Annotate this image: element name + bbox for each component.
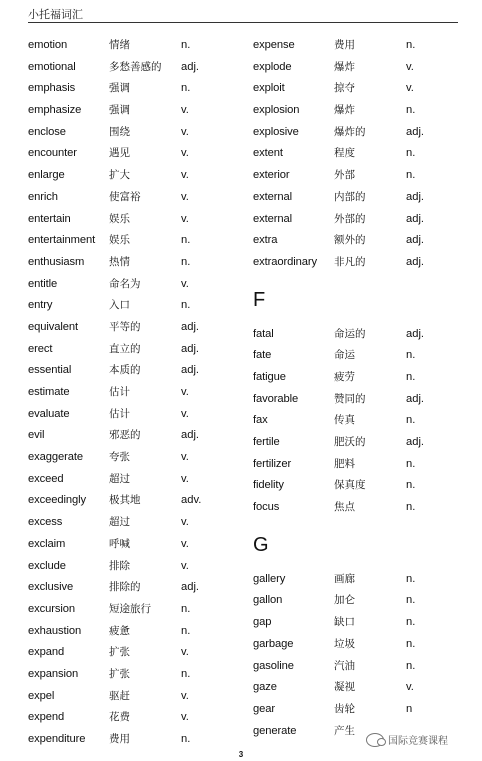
vocab-entry [253,78,473,100]
entry-word: gallon [253,594,283,607]
entry-part-of-speech: adj. [181,60,200,73]
entry-meaning: 扩大 [109,169,130,182]
entry-word: exploit [253,82,285,95]
entry-word: fate [253,349,272,362]
entry-part-of-speech: n. [181,39,191,51]
entry-word: gallery [253,572,286,585]
entry-meaning: 垃圾 [334,637,355,650]
vocab-entry [253,612,473,634]
entry-part-of-speech: n. [181,255,191,268]
entry-part-of-speech: n [406,702,413,715]
vocab-entry [28,599,248,621]
vocab-entry [28,339,248,361]
vocab-entry [28,35,248,57]
entry-word: enlarge [28,169,65,182]
vocab-entry [28,122,248,144]
entry-part-of-speech: adj. [406,255,425,268]
entry-word: favorable [253,392,299,405]
entry-meaning: 传真 [334,414,355,427]
vocab-entry [253,57,473,79]
entry-meaning: 画廊 [334,572,355,585]
vocab-entry [253,345,473,367]
entry-part-of-speech: n. [406,457,416,470]
entry-meaning: 焦点 [334,501,355,514]
vocab-entry [28,425,248,447]
entry-part-of-speech: n. [181,82,191,95]
entry-word: expenditure [28,733,86,745]
entry-part-of-speech: v. [406,60,414,73]
vocab-entry [28,274,248,296]
entry-meaning: 强调 [109,104,130,117]
vocab-entry [253,252,473,274]
right-column [253,35,473,742]
section-heading-f: F [253,288,266,311]
entry-word: excess [28,516,63,529]
e-entries-continued [253,35,473,274]
f-entries [253,324,473,519]
entry-part-of-speech: n. [181,602,191,615]
entry-word: emphasis [28,82,76,95]
entry-meaning: 热情 [109,255,130,268]
entry-part-of-speech: adj. [181,581,200,594]
entry-word: emotional [28,60,76,73]
vocab-entry [28,404,248,426]
entry-meaning: 凝视 [334,681,355,694]
entry-word: gaze [253,681,277,694]
vocab-entry [253,590,473,612]
vocab-entry [253,677,473,699]
vocab-entry [28,621,248,643]
vocab-entry [253,187,473,209]
entry-word: entertainment [28,234,96,247]
entry-word: gap [253,616,272,629]
entry-meaning: 入口 [109,299,130,312]
entry-part-of-speech: n. [406,501,416,514]
entry-word: emphasize [28,104,82,117]
entry-part-of-speech: n. [406,39,416,51]
entry-part-of-speech: v. [181,711,189,724]
vocab-entry [253,634,473,656]
entry-part-of-speech: n. [406,147,416,160]
entry-part-of-speech: n. [181,733,191,745]
entry-part-of-speech: n. [406,349,416,362]
entry-meaning: 产生 [334,724,355,737]
entry-word: external [253,212,293,225]
vocab-entry [28,556,248,578]
entry-meaning: 超过 [109,472,130,485]
entry-part-of-speech: v. [181,516,189,529]
entry-meaning: 娱乐 [109,234,130,247]
entry-meaning: 遇见 [109,147,130,160]
entry-part-of-speech: n. [406,414,416,427]
vocab-entry [253,497,473,519]
entry-meaning: 外部 [334,169,355,182]
entry-part-of-speech: v. [181,190,189,203]
entry-part-of-speech: n. [406,637,416,650]
entry-part-of-speech: adj. [406,190,425,203]
vocab-entry [28,469,248,491]
entry-meaning: 缺口 [334,616,355,629]
entry-meaning: 强调 [109,82,130,95]
entry-word: fatal [253,327,274,340]
vocab-entry [28,317,248,339]
entry-meaning: 直立的 [109,342,141,355]
entry-part-of-speech: adj. [181,429,200,442]
entry-meaning: 驱赶 [109,689,130,702]
entry-part-of-speech: adj. [406,212,425,225]
vocab-entry [28,143,248,165]
vocab-entry [253,35,473,57]
entry-part-of-speech: v. [181,689,189,702]
entry-meaning: 掠夺 [334,82,355,95]
entry-part-of-speech: v. [181,125,189,138]
entry-part-of-speech: v. [181,169,189,182]
vocab-entry [28,230,248,252]
entry-part-of-speech: adj. [181,320,200,333]
watermark [366,732,448,747]
vocab-entry [28,534,248,556]
vocab-entry [28,490,248,512]
section-heading-g: G [253,533,269,556]
entry-part-of-speech: adj. [181,364,200,377]
entry-meaning: 赞同的 [334,392,366,405]
entry-part-of-speech: n. [406,572,416,585]
entry-word: exceed [28,472,64,485]
entry-word: fidelity [253,479,284,492]
entry-word: expend [28,711,65,724]
entry-meaning: 夸张 [109,451,130,464]
vocab-entry [28,360,248,382]
entry-part-of-speech: v. [181,472,189,485]
vocab-entry [28,729,248,751]
entry-meaning: 程度 [334,147,355,160]
vocab-entry [253,410,473,432]
entry-meaning: 平等的 [109,320,141,333]
vocab-entry [28,165,248,187]
entry-word: entry [28,299,53,312]
entry-part-of-speech: n. [406,659,416,672]
entry-part-of-speech: v. [406,681,414,694]
entry-meaning: 本质的 [109,364,141,377]
entry-word: extra [253,234,278,247]
entry-meaning: 扩张 [109,646,130,659]
entry-word: fatigue [253,370,286,383]
vocab-entry [253,389,473,411]
entry-meaning: 排除的 [109,581,141,594]
entry-part-of-speech: v. [406,82,414,95]
entry-part-of-speech: v. [181,559,189,572]
entry-part-of-speech: n. [181,234,191,247]
vocab-entry [253,122,473,144]
entry-meaning: 扩张 [109,667,130,680]
entry-word: enthusiasm [28,255,85,268]
g-entries [253,569,473,743]
entry-meaning: 短途旅行 [109,602,151,615]
entry-word: explosive [253,125,299,138]
vocab-entry [253,475,473,497]
entry-word: exclusive [28,581,74,594]
entry-meaning: 疲惫 [109,624,130,637]
entry-word: exhaustion [28,624,82,637]
entry-word: equivalent [28,320,79,333]
vocab-entry [28,664,248,686]
vocab-entry [28,577,248,599]
entry-word: fertile [253,436,280,448]
entry-part-of-speech: v. [181,537,189,550]
vocab-entry [253,209,473,231]
vocab-entry [28,209,248,231]
vocab-entry [253,100,473,122]
entry-meaning: 情绪 [109,39,130,51]
entry-word: extent [253,147,283,160]
entry-word: excursion [28,602,75,615]
entry-word: expense [253,39,295,51]
entry-part-of-speech: n. [406,616,416,629]
vocab-entry [28,187,248,209]
vocab-entry [28,295,248,317]
vocab-entry [253,165,473,187]
entry-part-of-speech: adj. [406,234,425,247]
entry-part-of-speech: v. [181,407,189,420]
entry-meaning: 额外的 [334,234,366,247]
entry-part-of-speech: n. [406,169,416,182]
page-header-title: 小托福词汇 [28,8,83,21]
entry-part-of-speech: adj. [181,342,200,355]
entry-part-of-speech: v. [181,104,189,117]
entry-word: explosion [253,104,300,117]
vocab-entry [253,656,473,678]
entry-part-of-speech: adv. [181,494,202,507]
watermark-text: 国际竞赛课程 [388,736,448,747]
entry-part-of-speech: v. [181,147,189,160]
entry-part-of-speech: n. [406,594,416,607]
entry-word: exterior [253,169,290,182]
entry-part-of-speech: n. [406,104,416,117]
vocab-entry [28,100,248,122]
entry-meaning: 爆炸的 [334,125,366,138]
entry-meaning: 外部的 [334,212,366,225]
vocab-entry [28,57,248,79]
entry-part-of-speech: adj. [406,436,425,448]
entry-word: gasoline [253,659,294,672]
entry-part-of-speech: v. [181,212,189,225]
entry-word: focus [253,501,280,514]
wechat-icon [366,733,384,747]
entry-word: expand [28,646,65,659]
vocab-entry [253,432,473,454]
vocab-entry [253,324,473,346]
entry-part-of-speech: v. [181,646,189,659]
entry-meaning: 估计 [109,386,130,398]
entry-part-of-speech: adj. [406,327,425,340]
vocab-entry [28,382,248,404]
vocab-entry [28,447,248,469]
entry-meaning: 加仑 [334,594,355,607]
vocab-entry [253,699,473,721]
entry-word: evil [28,429,45,442]
page-number: 3 [238,750,244,759]
entry-meaning: 围绕 [109,125,130,138]
entry-meaning: 爆炸 [334,104,355,117]
entry-meaning: 汽油 [334,659,355,672]
entry-word: enrich [28,190,58,203]
vocab-entry [253,230,473,252]
entry-meaning: 呼喊 [109,537,130,550]
vocab-entry [28,252,248,274]
entry-meaning: 超过 [109,516,130,529]
entry-word: expel [28,689,55,702]
entry-word: exclude [28,559,66,572]
vocab-entry [28,512,248,534]
entry-word: enclose [28,125,66,138]
vocab-entry [28,686,248,708]
entry-word: extraordinary [253,255,317,268]
vocab-entry [253,143,473,165]
entry-meaning: 估计 [109,407,130,420]
entry-word: explode [253,60,292,73]
entry-meaning: 内部的 [334,190,366,203]
entry-meaning: 命运 [334,349,355,362]
entry-meaning: 多愁善感的 [109,60,162,73]
entry-meaning: 疲劳 [334,370,355,383]
entry-word: encounter [28,147,77,160]
entry-word: exaggerate [28,451,83,464]
entry-word: exceedingly [28,494,86,507]
entry-meaning: 保真度 [334,479,366,492]
entry-part-of-speech: n. [181,667,191,680]
entry-meaning: 命名为 [109,277,141,290]
entry-word: erect [28,342,53,355]
vocab-entry [253,367,473,389]
entry-meaning: 肥沃的 [334,436,366,448]
entry-part-of-speech: adj. [406,125,425,138]
entry-meaning: 极其地 [109,494,141,507]
entry-word: gear [253,702,275,715]
entry-word: evaluate [28,407,70,420]
entry-meaning: 使富裕 [109,190,141,203]
entry-part-of-speech: adj. [406,392,425,405]
entry-word: expansion [28,667,79,680]
entry-word: essential [28,364,72,377]
left-column [28,35,248,751]
entry-word: emotion [28,39,68,51]
entry-meaning: 命运的 [334,327,366,340]
entry-word: entitle [28,277,58,290]
entry-part-of-speech: n. [181,624,191,637]
entry-meaning: 费用 [334,39,355,51]
entry-part-of-speech: n. [406,370,416,383]
entry-word: fax [253,414,268,427]
entry-meaning: 齿轮 [334,702,355,715]
vocab-entry [253,569,473,591]
entry-part-of-speech: n. [406,479,416,492]
entry-word: external [253,190,293,203]
entry-meaning: 花费 [109,711,130,724]
entry-part-of-speech: v. [181,386,189,398]
entry-meaning: 排除 [109,559,130,572]
entry-meaning: 娱乐 [109,212,130,225]
entry-meaning: 非凡的 [334,255,366,268]
entry-part-of-speech: n. [181,299,191,312]
vocab-entry [28,642,248,664]
entry-word: garbage [253,637,294,650]
vocab-entry [28,707,248,729]
vocab-entry [28,78,248,100]
entry-meaning: 邪恶的 [109,429,141,442]
vocab-entry [253,454,473,476]
entry-word: generate [253,724,297,737]
entry-word: estimate [28,386,70,398]
entry-meaning: 爆炸 [334,60,355,73]
header-divider [28,22,458,23]
entry-word: entertain [28,212,71,225]
entry-part-of-speech: v. [181,277,189,290]
entry-meaning: 肥料 [334,457,355,470]
entry-word: exclaim [28,537,66,550]
entry-meaning: 费用 [109,733,130,745]
entry-word: fertilizer [253,457,292,470]
entry-part-of-speech: v. [181,451,189,464]
